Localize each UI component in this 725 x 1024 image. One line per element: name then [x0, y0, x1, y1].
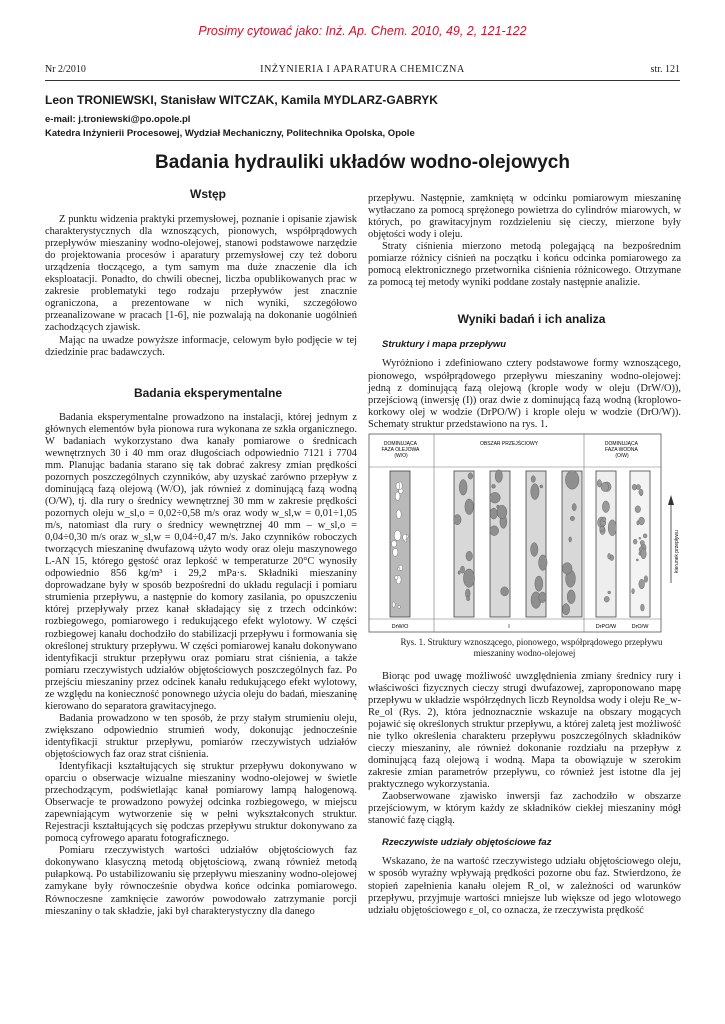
droplet	[459, 479, 467, 495]
droplet	[632, 484, 636, 490]
droplet	[639, 489, 643, 495]
head3-line2: FAZA WODNA	[605, 446, 638, 453]
droplet	[454, 514, 462, 524]
droplet	[643, 534, 647, 538]
droplet	[394, 530, 401, 540]
droplet	[403, 534, 407, 540]
droplet	[637, 520, 639, 524]
droplet	[398, 567, 400, 571]
droplet	[604, 596, 609, 602]
subheading-structures: Struktury i mapa przepływu	[382, 339, 507, 351]
droplet	[395, 492, 400, 500]
affiliation: Katedra Inżynierii Procesowej, Wydział Mechaniczny, Politechnika Opolska, Opole	[45, 128, 415, 139]
droplet	[636, 559, 638, 561]
droplet	[602, 501, 609, 513]
droplet	[608, 591, 611, 594]
droplet	[562, 562, 572, 574]
droplet	[392, 602, 395, 608]
paragraph: Mając na uwadze powyższe informacje, celowym było podjęcie w tej dziedzinie prac badawczych.	[45, 334, 357, 358]
tube-drpow	[596, 471, 616, 617]
paragraph: Straty ciśnienia mierzono metodą polegającą na bezpośrednim pomiarze różnicy ciśnień na początku i końcu odcinka pomiarowego za pomocą elektronicznego przetwornika ciśnienia różnicowego. Otrzymane za pomocą tej metody wyniki poddane zostały następnie analizie.	[368, 241, 681, 289]
droplet	[490, 508, 497, 519]
head3-line1: DOMINUJĄCA	[604, 440, 638, 447]
droplet	[501, 587, 509, 596]
droplet	[570, 516, 574, 520]
paragraph: przepływu. Następnie, zamkniętą w odcinku pomiarowym mieszaninę wytłaczano za pomocą sprężonego powietrza do cylindrów miarowych, w których, po grawitacyjnym rozdzieleniu się cieczy, mierzone były objętości wody i oleju.	[368, 193, 681, 241]
droplet	[495, 470, 502, 483]
figure-flow-structures	[368, 433, 681, 633]
droplet	[396, 510, 401, 519]
section-heading-experiments: Badania eksperymentalne	[133, 385, 283, 400]
droplet	[398, 605, 401, 608]
droplet	[463, 569, 474, 587]
droplet	[492, 484, 496, 488]
droplet	[460, 566, 464, 573]
droplet	[490, 526, 499, 536]
droplet	[569, 537, 572, 542]
head1-line2: FAZA OLEJOWA	[381, 446, 420, 453]
droplet	[531, 475, 535, 482]
header-rule	[45, 80, 680, 81]
droplet	[567, 590, 575, 604]
paragraph: Badania eksperymentalne prowadzono na instalacji, której jednym z głównych elementów była pionowa rura wykonana ze szkła organicznego. W badaniach wykorzystano dwa kanały pomiarowe o średnicach wewnętrznych 30 i 40 mm oraz długościach odpowiednio 7121 i 7704 mm. Planując badania starano się tak dobrać zakresy zmian prędkości pozornych poszczególnych czynników, aby uzyskać zarówno przepływ z dominującą fazą olejową (W/O), jak również z dominującą fazą wodną (O/W), tj. dla rury o średnicy wewnętrznej 30 mm w zakresie prędkości pozornych oleju w_sl,o = 0,02÷0,58 m/s oraz wody w_sl,w = 0,01÷1,05 m/s, natomiast dla rury o średnicy wewnętrznej 40 mm – w_sl,o = 0,04÷0,30 m/s oraz w_sl,w = 0,04÷0,47 m/s. Jako czynników roboczych tworzących mieszaninę dwufazową użyto wody oraz oleju maszynowego L-AN 15, którego gęstość oraz lepkość w temperaturze 20°C wynosiły odpowiednio 856 kg/m³ i 29,2 mPa·s. Składniki mieszaniny doprowadzane były w sposób bezpośredni do układu regulacji i pomiaru strumienia przepływu, a następnie do komory zasilania, po opuszczeniu której przepływały przez kanał składający się z trzech odcinków: rozbiegowego, pomiarowego i redukującego efekt wylotowy. W części rozbiegowej kanału dochodziło do stabilizacji przepływu i formowania się określonej struktury przepływu. W części pomiarowej kanału dokonywano identyfikacji struktur przepływu oraz pomiaru strat ciśnienia, a także pomiaru rzeczywistych udziałów objętościowych poszczególnych faz. Po przejściu mieszaniny przez odcinek kanału redukującego efekt wylotowy, ze względu na konieczność ponownego użycia oleju do badań, mieszaninę kierowano do separatora grawitacyjnego.	[45, 411, 357, 712]
section-heading-intro: Wstęp	[190, 187, 226, 201]
right-column	[368, 193, 681, 917]
paragraph: Badania prowadzono w ten sposób, że przy stałym strumieniu oleju, zwiększano odpowiednio strumień wody, dokonując jednocześnie identyfikacji struktur przepływu, pomiarów rzeczywistych udziałów objętościowych faz oraz strat ciśnienia.	[45, 712, 357, 760]
droplet	[562, 603, 569, 614]
head1-line1: DOMINUJĄCA	[383, 440, 417, 447]
droplet	[466, 551, 473, 561]
droplet	[396, 482, 400, 489]
droplet	[531, 542, 538, 556]
droplet	[540, 485, 543, 488]
droplet	[539, 592, 547, 603]
paragraph: Wyróżniono i zdefiniowano cztery podstawowe formy wznoszącego, pionowego, współprądowego przepływu mieszaniny wodno-olejowej: jedną z dominującą fazą olejową (krople wody w oleju (DrW/O)), przejściową (inwersję (I)) oraz dwie z dominującą fazą wodną (kroplowo-korkowy olej w wodzie (DrPO/W) i krople oleju w wodzie (DrO/W)). Schematy struktur przedstawiono na rys. 1.	[368, 358, 681, 430]
subheading-volume-fractions: Rzeczywiste udziały objętościowe faz	[382, 837, 552, 849]
droplet	[633, 539, 637, 544]
droplet	[565, 470, 579, 489]
authors: Leon TRONIEWSKI, Stanisław WITCZAK, Kamila MYDLARZ-GABRYK	[45, 93, 438, 107]
email: e-mail: j.troniewski@po.opole.pl	[45, 114, 191, 125]
journal-name: INŻYNIERIA I APARATURA CHEMICZNA	[260, 64, 465, 75]
droplet	[572, 503, 576, 510]
page-number: str. 121	[650, 64, 680, 75]
droplet	[639, 537, 641, 539]
tube-label-drpow: DrPO/W	[595, 623, 617, 630]
head1-line3: (W/O)	[394, 452, 408, 459]
droplet	[458, 570, 460, 574]
droplet	[531, 483, 539, 499]
header-transition: OBSZAR PRZEJŚCIOWY	[479, 440, 539, 447]
droplet	[641, 604, 645, 611]
droplet	[601, 482, 609, 491]
droplet	[608, 520, 616, 536]
droplet	[644, 575, 648, 582]
paragraph: Wskazano, że na wartość rzeczywistego udziału objętościowego oleju, w sposób wyraźny wpływają prędkości pozorne obu faz. Stwierdzono, że stopień zapełnienia kanału olejem R_ol, w zależności od warunków przepływu, przyjmuje wartości mniejsze lub większe od jego wlotowego udziału objętościowego ε_ol, co oznacza, że rzeczywista prędkość	[368, 856, 681, 916]
droplet	[602, 517, 606, 522]
paragraph: Biorąc pod uwagę możliwość uwzględnienia zmiany średnicy rury i właściwości fizycznych cieczy strugi dwufazowej, zaproponowano mapę przepływu w układzie współrzędnych liczb Reynoldsa wody i oleju Re_w-Re_ol (Rys. 2), która jednoznacznie wskazuje na obszary mogących pojawić się określonych struktur przepływu, a której zaletą jest możliwość nie tylko określenia charakteru przepływu poszczególnych składników cieczy mieszaniny, ale również dokonanie rozdziału na przepływ z dominującą fazą olejową i wodną. Mapa ta obowiązuje w szerokim zakresie zmian parametrów przepływu, co również jest istotne dla jej praktycznego wykorzystania.	[368, 670, 681, 791]
arrow-up-icon	[668, 495, 674, 505]
flow-structures-diagram	[368, 433, 681, 633]
tube-label-drow: DrO/W	[631, 623, 649, 630]
issue-number: Nr 2/2010	[45, 64, 86, 75]
droplet	[640, 540, 644, 545]
droplet	[639, 579, 645, 589]
droplet	[608, 553, 611, 559]
paragraph: Identyfikacji kształtujących się struktur przepływu dokonywano w oparciu o obserwacje wizualne mieszaniny wodno-olejowej w świetle przechodzącym, podświetlając kanał pomiarowy lampą halogenową. Obserwacje te prowadzono powyżej odcinka rozbiegowego, w miejscu zapewniającym wytworzenie się w pełni wykształconych struktur. Rejestracji kształtujących się podczas przepływu struktur dokonywano za pomocą cyfrowego aparatu fotograficznego.	[45, 761, 357, 845]
flow-direction-label: kierunek przepływu	[674, 529, 680, 573]
droplet	[490, 492, 501, 503]
droplet	[632, 588, 635, 593]
droplet	[468, 473, 473, 479]
figure-caption: Rys. 1. Struktury wznoszącego, pionowego, współprądowego przepływu mieszaniny wodno-olejowej	[400, 636, 663, 658]
droplet	[497, 505, 507, 518]
droplet	[635, 506, 641, 513]
paper-title: Badania hydrauliki układów wodno-olejowych	[155, 152, 570, 173]
left-column	[45, 188, 357, 918]
droplet	[465, 499, 474, 515]
head3-line3: (O/W)	[615, 452, 629, 459]
droplet	[466, 596, 469, 600]
tube-label-i: I	[508, 623, 510, 630]
droplet	[395, 575, 398, 579]
droplet	[641, 548, 646, 558]
droplet	[393, 548, 398, 556]
droplet	[535, 576, 543, 591]
tube-label-drwo: DrW/O	[391, 623, 409, 630]
droplet	[600, 526, 605, 531]
paragraph: Z punktu widzenia praktyki przemysłowej, poznanie i opisanie zjawisk charakterystycznych dla wznoszących, pionowych, współprądowych przepływów mieszaniny wodno-olejowej, stanowi podstawowe narzędzie do projektowania procesów i aparatury przemysłowej czy też doboru urządzenia tłoczącego, a tym samym ma duże znaczenie dla ich eksploatacji. Ponadto, do chwili obecnej, liczba opublikowanych prac w zakresie problematyki tego rodzaju przepływów jest znacznie ograniczona, a prezentowane w nich wyniki, szczegółowo przeanalizowane w pracach [1-6], nie pozwalają na dokonanie uogólnień zachodzących zjawisk.	[45, 214, 357, 334]
paragraph: Pomiaru rzeczywistych wartości udziałów objętościowych faz dokonywano klasyczną metodą objętościową, zwaną również metodą pułapkową. Po ustabilizowaniu się przepływu mieszaniny wodno-olejowej zamykane były równocześnie obydwa końce odcinka pomiarowego. Równoczesne zamknięcie zaworów powodowało zatrzymanie porcji mieszaniny o tak składzie, jaki był charakterystyczny dla danego	[45, 845, 357, 917]
droplet	[391, 540, 396, 547]
droplet	[639, 517, 645, 525]
paragraph: Zaobserwowane zjawisko inwersji faz zachodziło w obszarze przejściowym, w którym każdy ze składników ciekłej mieszaniny mógł stanowić fazę ciągłą.	[368, 791, 681, 827]
section-heading-results: Wyniki badań i ich analiza	[457, 312, 606, 327]
droplet	[539, 555, 548, 571]
citation-note: Prosimy cytować jako: Inż. Ap. Chem. 2010, 49, 2, 121-122	[198, 24, 527, 38]
